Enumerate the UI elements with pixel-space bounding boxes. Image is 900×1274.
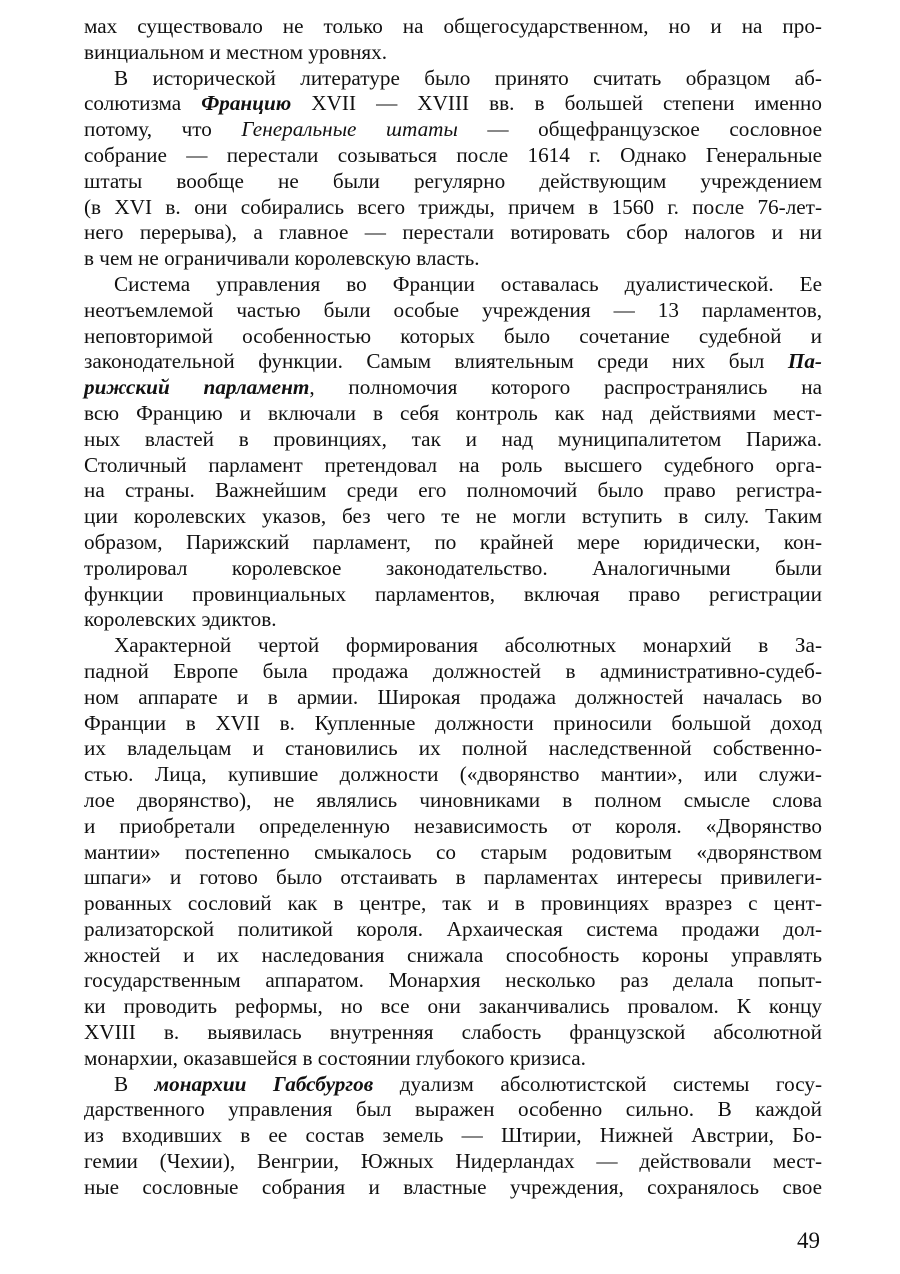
text-line	[84, 91, 822, 117]
text-segment: неповторимой особенностью которых было сочетание судебной и	[84, 323, 822, 348]
text-line	[84, 968, 822, 994]
text-line	[84, 1020, 822, 1046]
text-line	[84, 401, 822, 427]
text-segment: него перерыва), а главное — перестали вотировать сбор налогов и ни	[84, 220, 822, 245]
text-segment: жностей и их наследования снижала способность короны управлять	[84, 942, 822, 967]
text-line	[84, 14, 822, 40]
text-line	[84, 1072, 822, 1098]
text-line	[84, 349, 822, 375]
text-segment: В исторической литературе было принято считать образцом аб-	[114, 65, 822, 90]
text-line	[84, 736, 822, 762]
text-line	[84, 994, 822, 1020]
document-page	[84, 14, 822, 1201]
text-segment: государственным аппаратом. Монархия несколько раз делала попыт-	[84, 968, 822, 993]
text-segment: дуализм абсолютистской системы госу-	[373, 1071, 822, 1096]
text-segment: всю Францию и включали в себя контроль как над действиями мест-	[84, 400, 822, 425]
text-line	[84, 143, 822, 169]
text-segment: ном аппарате и в армии. Широкая продажа должностей началась во	[84, 684, 822, 709]
text-line	[84, 1097, 822, 1123]
text-segment: XVII — XVIII вв. в большей степени именно	[291, 91, 822, 116]
text-line	[84, 814, 822, 840]
text-segment: Столичный парламент претендовал на роль высшего судебного орга-	[84, 452, 822, 477]
text-line	[84, 375, 822, 401]
text-segment: , полномочия которого распространялись на	[309, 375, 822, 400]
text-segment: их владельцам и становились их полной наследственной собственно-	[84, 736, 822, 761]
text-line	[84, 840, 822, 866]
emphasized-term: рижский парламент	[84, 375, 310, 400]
text-segment: Франции в XVII в. Купленные должности приносили большой доход	[84, 710, 822, 735]
text-segment: Характерной чертой формирования абсолютных монархий в За-	[114, 633, 822, 658]
text-segment: королевских эдиктов.	[84, 607, 277, 632]
text-line	[84, 1149, 822, 1175]
paragraph	[84, 633, 822, 1072]
emphasized-term: Генеральные штаты	[241, 117, 458, 142]
text-line	[84, 917, 822, 943]
text-segment: монархии, оказавшейся в состоянии глубокого кризиса.	[84, 1045, 586, 1070]
text-segment: рованных сословий как в центре, так и в провинциях вразрез с цент-	[84, 891, 822, 916]
text-line	[84, 865, 822, 891]
text-line	[84, 298, 822, 324]
paragraph	[84, 66, 822, 272]
text-segment: штаты вообще не были регулярно действующим учреждением	[84, 168, 822, 193]
text-segment: солютизма	[84, 91, 202, 116]
text-segment: шпаги» и готово было отстаивать в парламентах интересы привилеги-	[84, 865, 822, 890]
text-segment: дарственного управления был выражен особенно сильно. В каждой	[84, 1097, 822, 1122]
text-segment: образом, Парижский парламент, по крайней мере юридически, кон-	[84, 529, 822, 554]
text-line	[84, 607, 822, 633]
text-line	[84, 246, 822, 272]
emphasized-term: монархии Габсбургов	[154, 1071, 374, 1096]
paragraph	[84, 14, 822, 66]
text-line	[84, 504, 822, 530]
text-segment: законодательной функции. Самым влиятельным среди них был	[84, 349, 788, 374]
text-segment: из входивших в ее состав земель — Штирии, Нижней Австрии, Бо-	[84, 1123, 822, 1148]
emphasized-term: Францию	[201, 91, 292, 116]
text-line	[84, 943, 822, 969]
text-line	[84, 891, 822, 917]
text-line	[84, 324, 822, 350]
text-segment: собрание — перестали созываться после 1614 г. Однако Генеральные	[84, 142, 822, 167]
text-segment: (в XVI в. они собирались всего трижды, причем в 1560 г. после 76-лет-	[84, 194, 822, 219]
text-line	[84, 195, 822, 221]
text-segment: Система управления во Франции оставалась дуалистической. Ее	[114, 271, 822, 296]
text-segment: винциальном и местном уровнях.	[84, 39, 388, 64]
text-line	[84, 1046, 822, 1072]
text-line	[84, 1175, 822, 1201]
text-line	[84, 659, 822, 685]
text-line	[84, 762, 822, 788]
text-segment: рализаторской политикой короля. Архаическая система продажи дол-	[84, 916, 822, 941]
text-segment: ные сословные собрания и властные учреждения, сохранялось свое	[84, 1174, 822, 1199]
text-segment: В	[114, 1071, 155, 1096]
text-segment: функции провинциальных парламентов, включая право регистрации	[84, 581, 822, 606]
text-segment: мантии» постепенно смыкалось со старым родовитым «дворянством	[84, 839, 822, 864]
text-line	[84, 453, 822, 479]
text-line	[84, 711, 822, 737]
text-line	[84, 427, 822, 453]
text-segment: ции королевских указов, без чего те не могли вступить в силу. Таким	[84, 504, 822, 529]
text-segment: гемии (Чехии), Венгрии, Южных Нидерландах — действовали мест-	[84, 1149, 822, 1174]
text-segment: ки проводить реформы, но все они заканчивались провалом. К концу	[84, 994, 822, 1019]
text-segment: в чем не ограничивали королевскую власть.	[84, 246, 480, 271]
text-line	[84, 788, 822, 814]
text-segment: и приобретали определенную независимость от короля. «Дворянство	[84, 813, 822, 838]
text-segment: мах существовало не только на общегосударственном, но и на про-	[84, 14, 822, 38]
text-line	[84, 556, 822, 582]
text-segment: XVIII в. выявилась внутренняя слабость французской абсолютной	[84, 1020, 822, 1045]
text-segment: лое дворянство), не являлись чиновниками в полном смысле слова	[84, 787, 822, 812]
text-segment: — общефранцузское сословное	[457, 117, 823, 142]
text-line	[84, 117, 822, 143]
text-line	[84, 582, 822, 608]
text-line	[84, 169, 822, 195]
text-line	[84, 478, 822, 504]
text-segment: тролировал королевское законодательство. Аналогичными были	[84, 555, 822, 580]
page-number: 49	[797, 1228, 820, 1253]
text-segment: ных властей в провинциях, так и над муниципалитетом Парижа.	[84, 426, 822, 451]
emphasized-term: Па-	[787, 349, 822, 374]
paragraph	[84, 1072, 822, 1201]
paragraph	[84, 272, 822, 633]
text-line	[84, 633, 822, 659]
text-line	[84, 66, 822, 92]
text-segment: потому, что	[84, 117, 242, 142]
text-segment: стью. Лица, купившие должности («дворянство мантии», или служи-	[84, 762, 822, 787]
text-line	[84, 272, 822, 298]
text-segment: неотъемлемой частью были особые учреждения — 13 парламентов,	[84, 297, 822, 322]
text-line	[84, 220, 822, 246]
text-segment: на страны. Важнейшим среди его полномочий было право регистра-	[84, 478, 822, 503]
text-segment: падной Европе была продажа должностей в административно-судеб-	[84, 658, 822, 683]
text-line	[84, 40, 822, 66]
text-line	[84, 530, 822, 556]
text-line	[84, 685, 822, 711]
text-line	[84, 1123, 822, 1149]
